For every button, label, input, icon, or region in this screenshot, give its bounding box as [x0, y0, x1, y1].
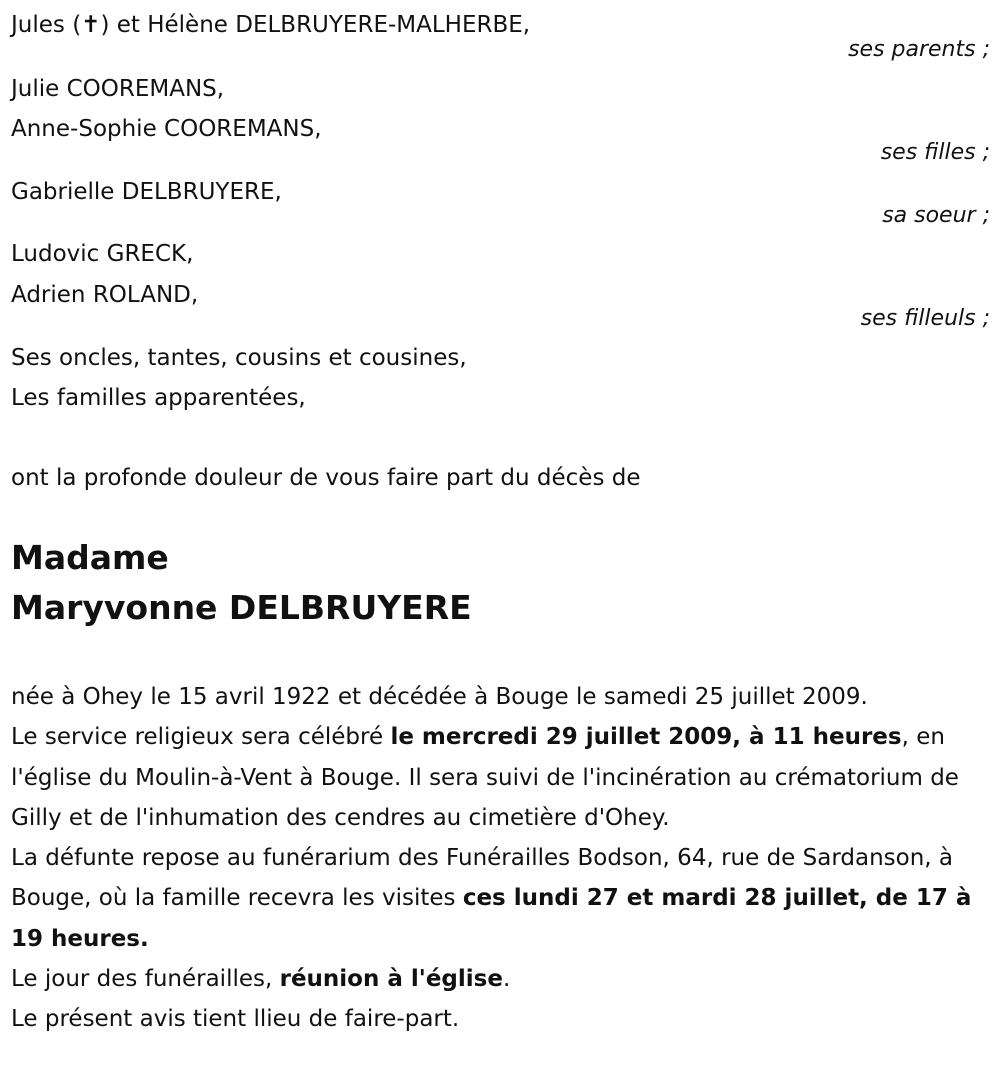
sister-line: Gabrielle DELBRUYERE,: [11, 179, 282, 205]
birth-death-text: née à Ohey le 15 avril 1922 et décédée à Bouge le samedi 25 juillet 2009.: [11, 684, 868, 710]
relatives-line-2: Les familles apparentées,: [11, 385, 306, 411]
service-text: Le service religieux sera célébré: [11, 724, 391, 751]
visitation-dates: ces lundi 27 et mardi 28 juillet, de 17 à 19 heures.: [11, 885, 972, 952]
parents-line: Jules (✝) et Hélène DELBRUYERE-MALHERBE,: [11, 12, 531, 38]
service-location: , en l'église du Moulin-à-Vent à Bouge. Il sera suivi de l'incinération au crématorium de Gilly et de l'inhumation des cendres au cimetière d'Ohey.: [11, 724, 959, 831]
daughter-line-1: Julie COOREMANS,: [11, 76, 225, 102]
role-parents: ses parents ;: [848, 37, 990, 62]
funeral-details: [11, 677, 996, 1040]
closing-text: Le présent avis tient llieu de faire-part.: [11, 1006, 460, 1033]
deceased-title: Madame: [11, 538, 169, 577]
service-date: le mercredi 29 juillet 2009, à 11 heures: [390, 724, 902, 751]
visitation-text: La défunte repose au funérarium des Funérailles Bodson, 64, rue de Sardanson, à Bouge, où la famille recevra les visites: [11, 845, 953, 912]
role-sister: sa soeur ;: [882, 203, 990, 228]
relatives-line-1: Ses oncles, tantes, cousins et cousines,: [11, 345, 467, 371]
role-daughters: ses filles ;: [880, 140, 990, 165]
meeting-paragraph: [11, 959, 996, 999]
daughter-line-2: Anne-Sophie COOREMANS,: [11, 116, 322, 142]
meeting-period: .: [502, 966, 511, 993]
godchild-line-2: Adrien ROLAND,: [11, 282, 199, 308]
godchild-line-1: Ludovic GRECK,: [11, 241, 194, 267]
meeting-place: réunion à l'église: [279, 966, 503, 993]
role-godchildren: ses filleuls ;: [860, 306, 990, 331]
deceased-name: Maryvonne DELBRUYERE: [11, 588, 472, 627]
announcement-text: ont la profonde douleur de vous faire part du décès de: [11, 465, 641, 491]
visitation-paragraph: [11, 838, 996, 959]
meeting-text: Le jour des funérailles,: [11, 966, 280, 993]
service-paragraph: [11, 717, 996, 838]
